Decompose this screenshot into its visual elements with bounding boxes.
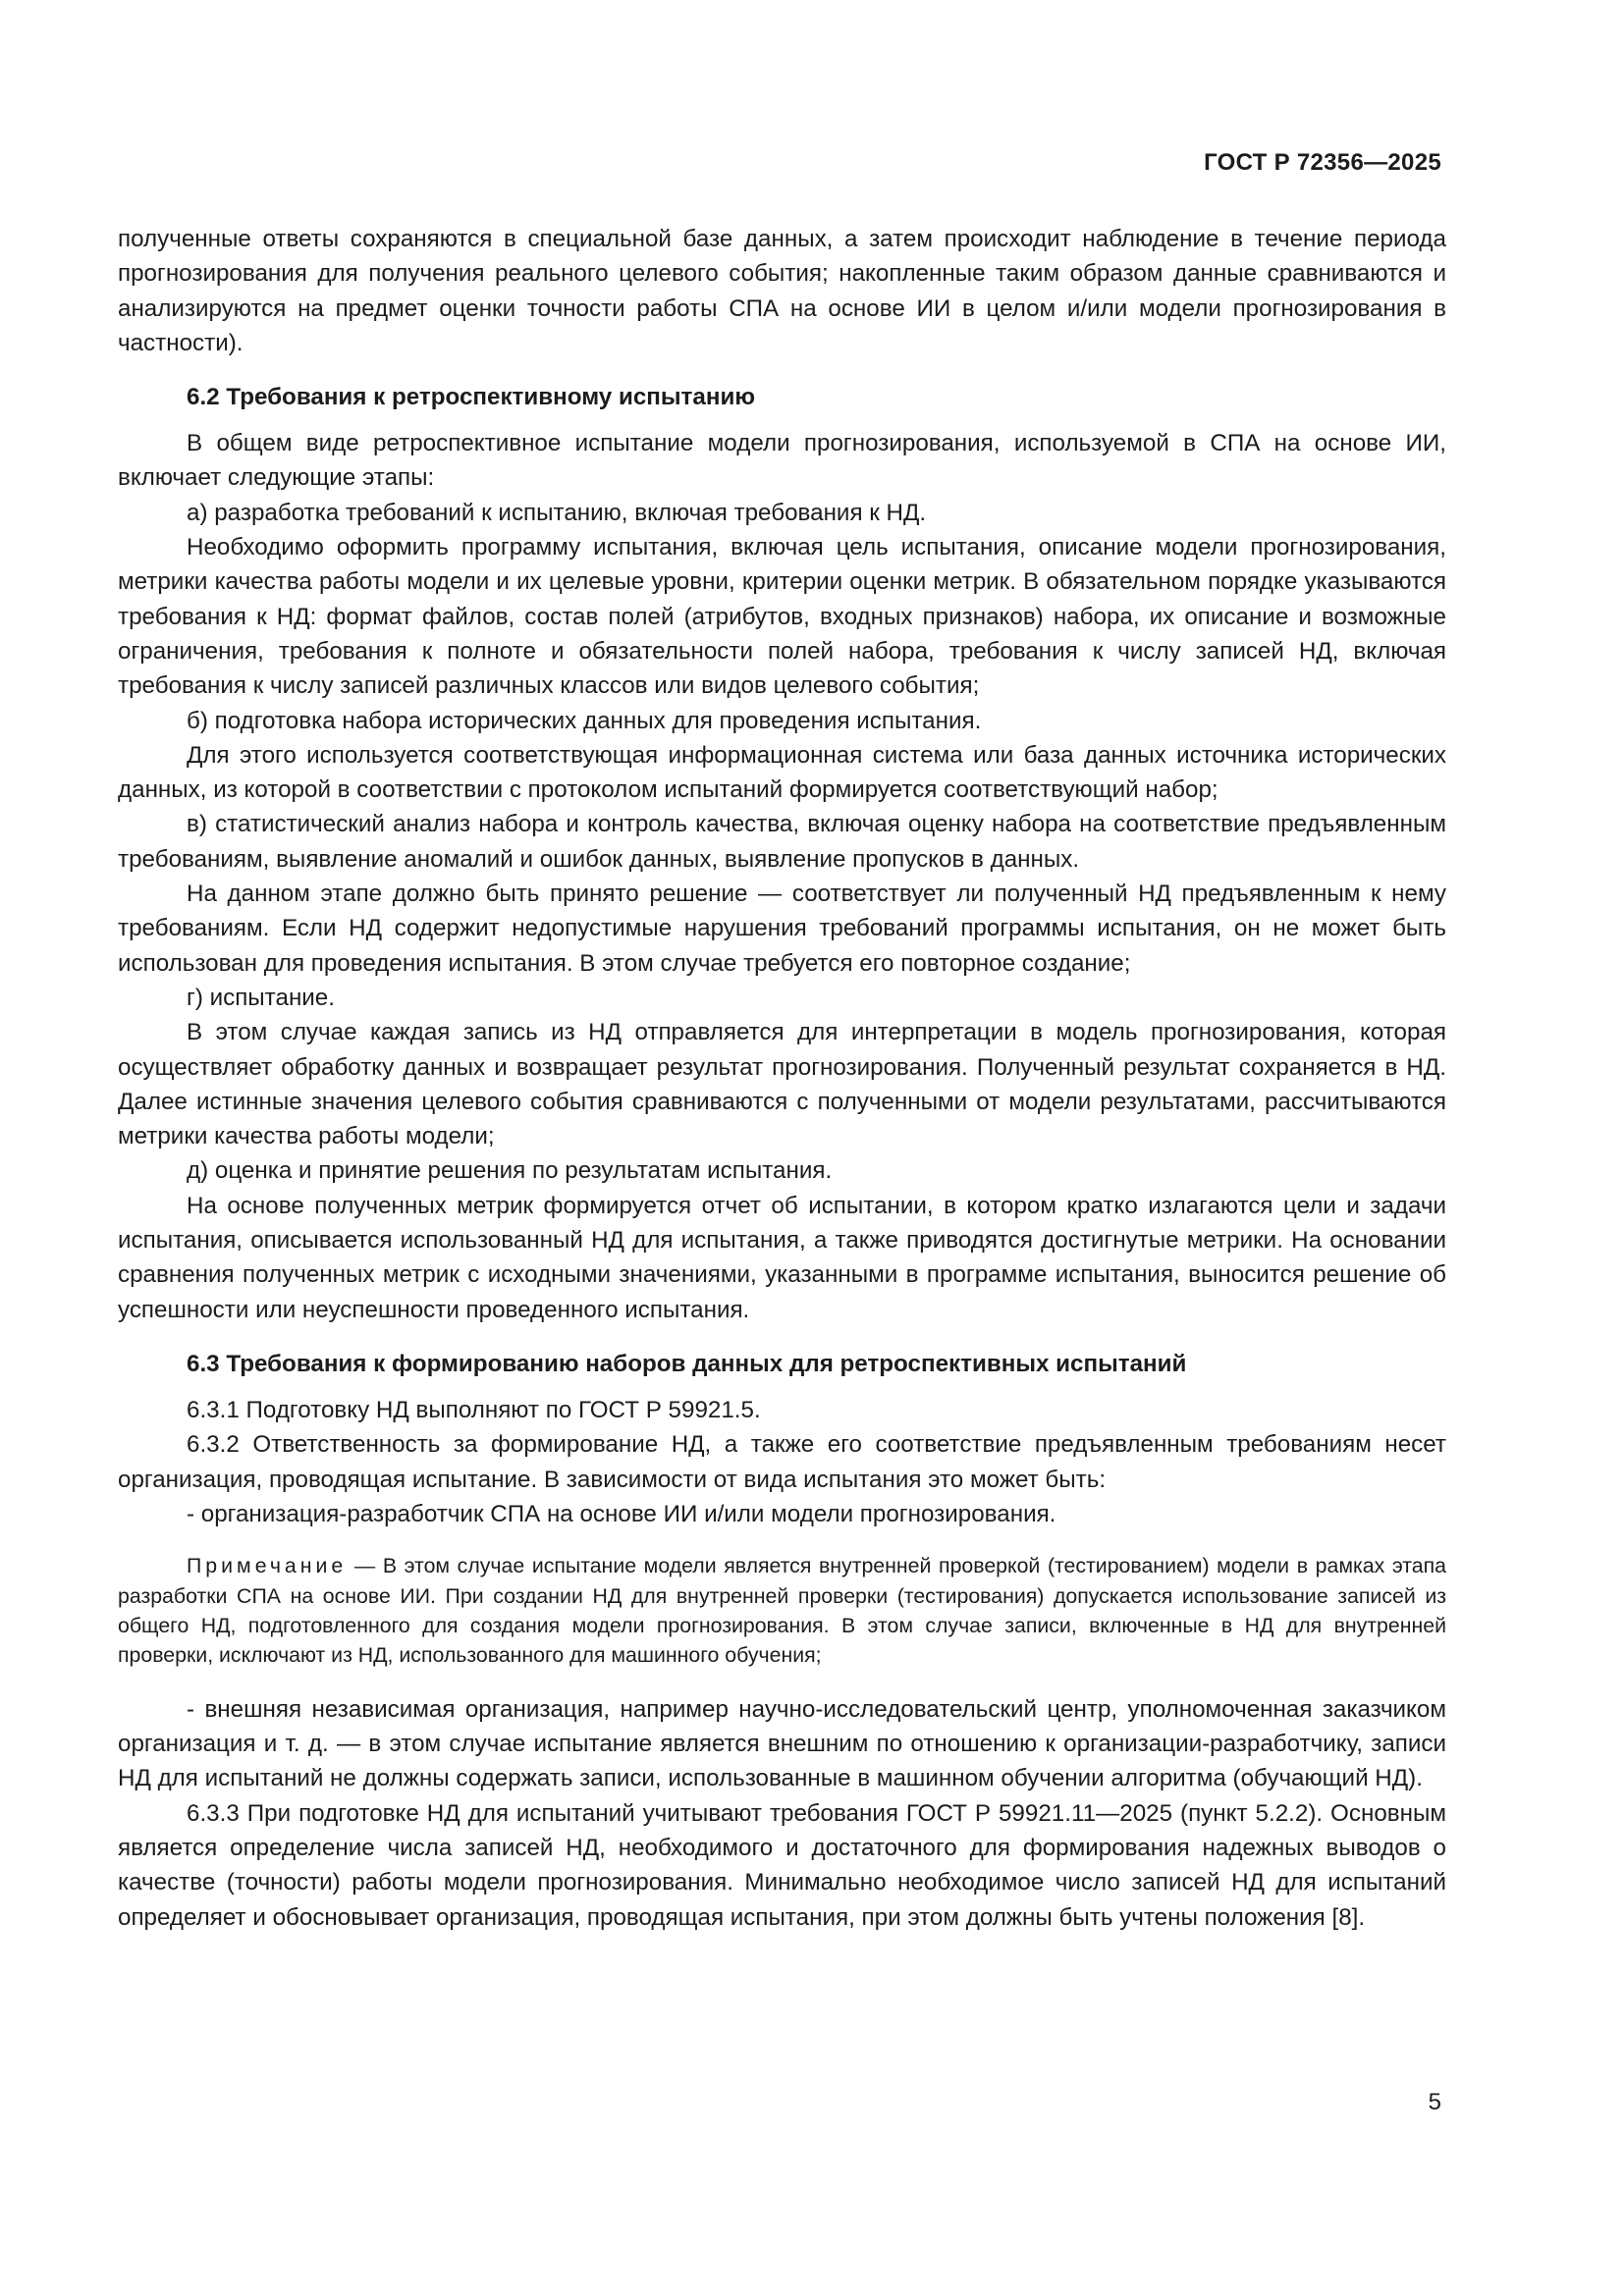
list-item-g: г) испытание.: [187, 984, 335, 1011]
section-6-3-heading: 6.3 Требования к формированию наборов данных для ретроспективных испытаний: [187, 1350, 1187, 1377]
paragraph: На основе полученных метрик формируется отчет об испытании, в котором кратко излагаются цели и задачи испытания, описывается использованный НД для испытания, а также приводятся достигнутые метрики. На основании сравнения полученных метрик с исходными значениями, указанными в программе испытания, выносится решение об успешности или неуспешности проведенного испытания.: [118, 1192, 1446, 1323]
clause-6-3-2: 6.3.2 Ответственность за формирование НД, а также его соответствие предъявленным требованиям несет организация, проводящая испытание. В зависимости от вида испытания это может быть:: [118, 1431, 1446, 1493]
clause-6-3-1: 6.3.1 Подготовку НД выполняют по ГОСТ Р 59921.5.: [187, 1396, 761, 1423]
paragraph: Для этого используется соответствующая информационная система или база данных источника исторических данных, из которой в соответствии с протоколом испытаний формируется соответствующий набор;: [118, 741, 1446, 804]
paragraph: На данном этапе должно быть принято решение — соответствует ли полученный НД предъявленным к нему требованиям. Если НД содержит недопустимые нарушения требований программы испытания, он не может быть использован для проведения испытания. В этом случае требуется его повторное создание;: [118, 881, 1446, 977]
dash-list-item: - организация-разработчик СПА на основе ИИ и/или модели прогнозирования.: [187, 1500, 1056, 1527]
document-body: [118, 222, 1446, 1935]
paragraph: В общем виде ретроспективное испытание модели прогнозирования, используемой в СПА на основе ИИ, включает следующие этапы:: [118, 430, 1446, 492]
note-block: [118, 1551, 1446, 1671]
list-item-a: а) разработка требований к испытанию, включая требования к НД.: [187, 499, 927, 526]
clause-6-3-3: 6.3.3 При подготовке НД для испытаний учитывают требования ГОСТ Р 59921.11—2025 (пункт 5.2.2). Основным является определение числа записей НД, необходимого и достаточного для формирования надежных выводов о качестве (точности) работы модели прогнозирования. Минимально необходимое число записей НД для испытаний определяет и обосновывает организация, проводящая испытания, при этом должны быть учтены положения [8].: [118, 1799, 1446, 1931]
paragraph: Необходимо оформить программу испытания, включая цель испытания, описание модели прогнозирования, метрики качества работы модели и их целевые уровни, критерии оценки метрик. В обязательном порядке указываются требования к НД: формат файлов, состав полей (атрибутов, входных признаков) набора, их описание и возможные ограничения, требования к полноте и обязательности полей набора, требования к числу записей НД, включая требования к числу записей различных классов или видов целевого события;: [118, 534, 1446, 700]
page-number: 5: [1428, 2089, 1441, 2115]
note-text: — В этом случае испытание модели является внутренней проверкой (тестированием) модели в рамках этапа разработки СПА на основе ИИ. При создании НД для внутренней проверки (тестирования) допускается использование записей из общего НД, подготовленного для создания модели прогнозирования. В этом случае записи, включенные в НД для внутренней проверки, исключают из НД, использованного для машинного обучения;: [118, 1554, 1446, 1668]
intro-paragraph: полученные ответы сохраняются в специальной базе данных, а затем происходит наблюдение в течение периода прогнозирования для получения реального целевого события; накопленные таким образом данные сравниваются и анализируются на предмет оценки точности работы СПА на основе ИИ в целом и/или модели прогнозирования в частности).: [118, 226, 1446, 356]
list-item-b: б) подготовка набора исторических данных для проведения испытания.: [187, 707, 982, 734]
list-item-v: в) статистический анализ набора и контроль качества, включая оценку набора на соответствие предъявленным требованиям, выявление аномалий и ошибок данных, выявление пропусков в данных.: [118, 811, 1446, 873]
list-item-d: д) оценка и принятие решения по результатам испытания.: [187, 1157, 833, 1185]
dash-list-item: - внешняя независимая организация, например научно-исследовательский центр, уполномоченная заказчиком организация и т. д. — в этом случае испытание является внешним по отношению к организации-разработчику, записи НД для испытаний не должны содержать записи, использованные в машинном обучении алгоритма (обучающий НД).: [118, 1695, 1446, 1792]
note-label: Примечание: [187, 1554, 348, 1578]
document-code-header: ГОСТ Р 72356—2025: [1204, 149, 1441, 176]
paragraph: В этом случае каждая запись из НД отправляется для интерпретации в модель прогнозирования, которая осуществляет обработку данных и возвращает результат прогнозирования. Полученный результат сохраняется в НД. Далее истинные значения целевого события сравниваются с полученными от модели результатами, рассчитываются метрики качества работы модели;: [118, 1019, 1446, 1150]
section-6-2-heading: 6.2 Требования к ретроспективному испытанию: [187, 384, 755, 411]
